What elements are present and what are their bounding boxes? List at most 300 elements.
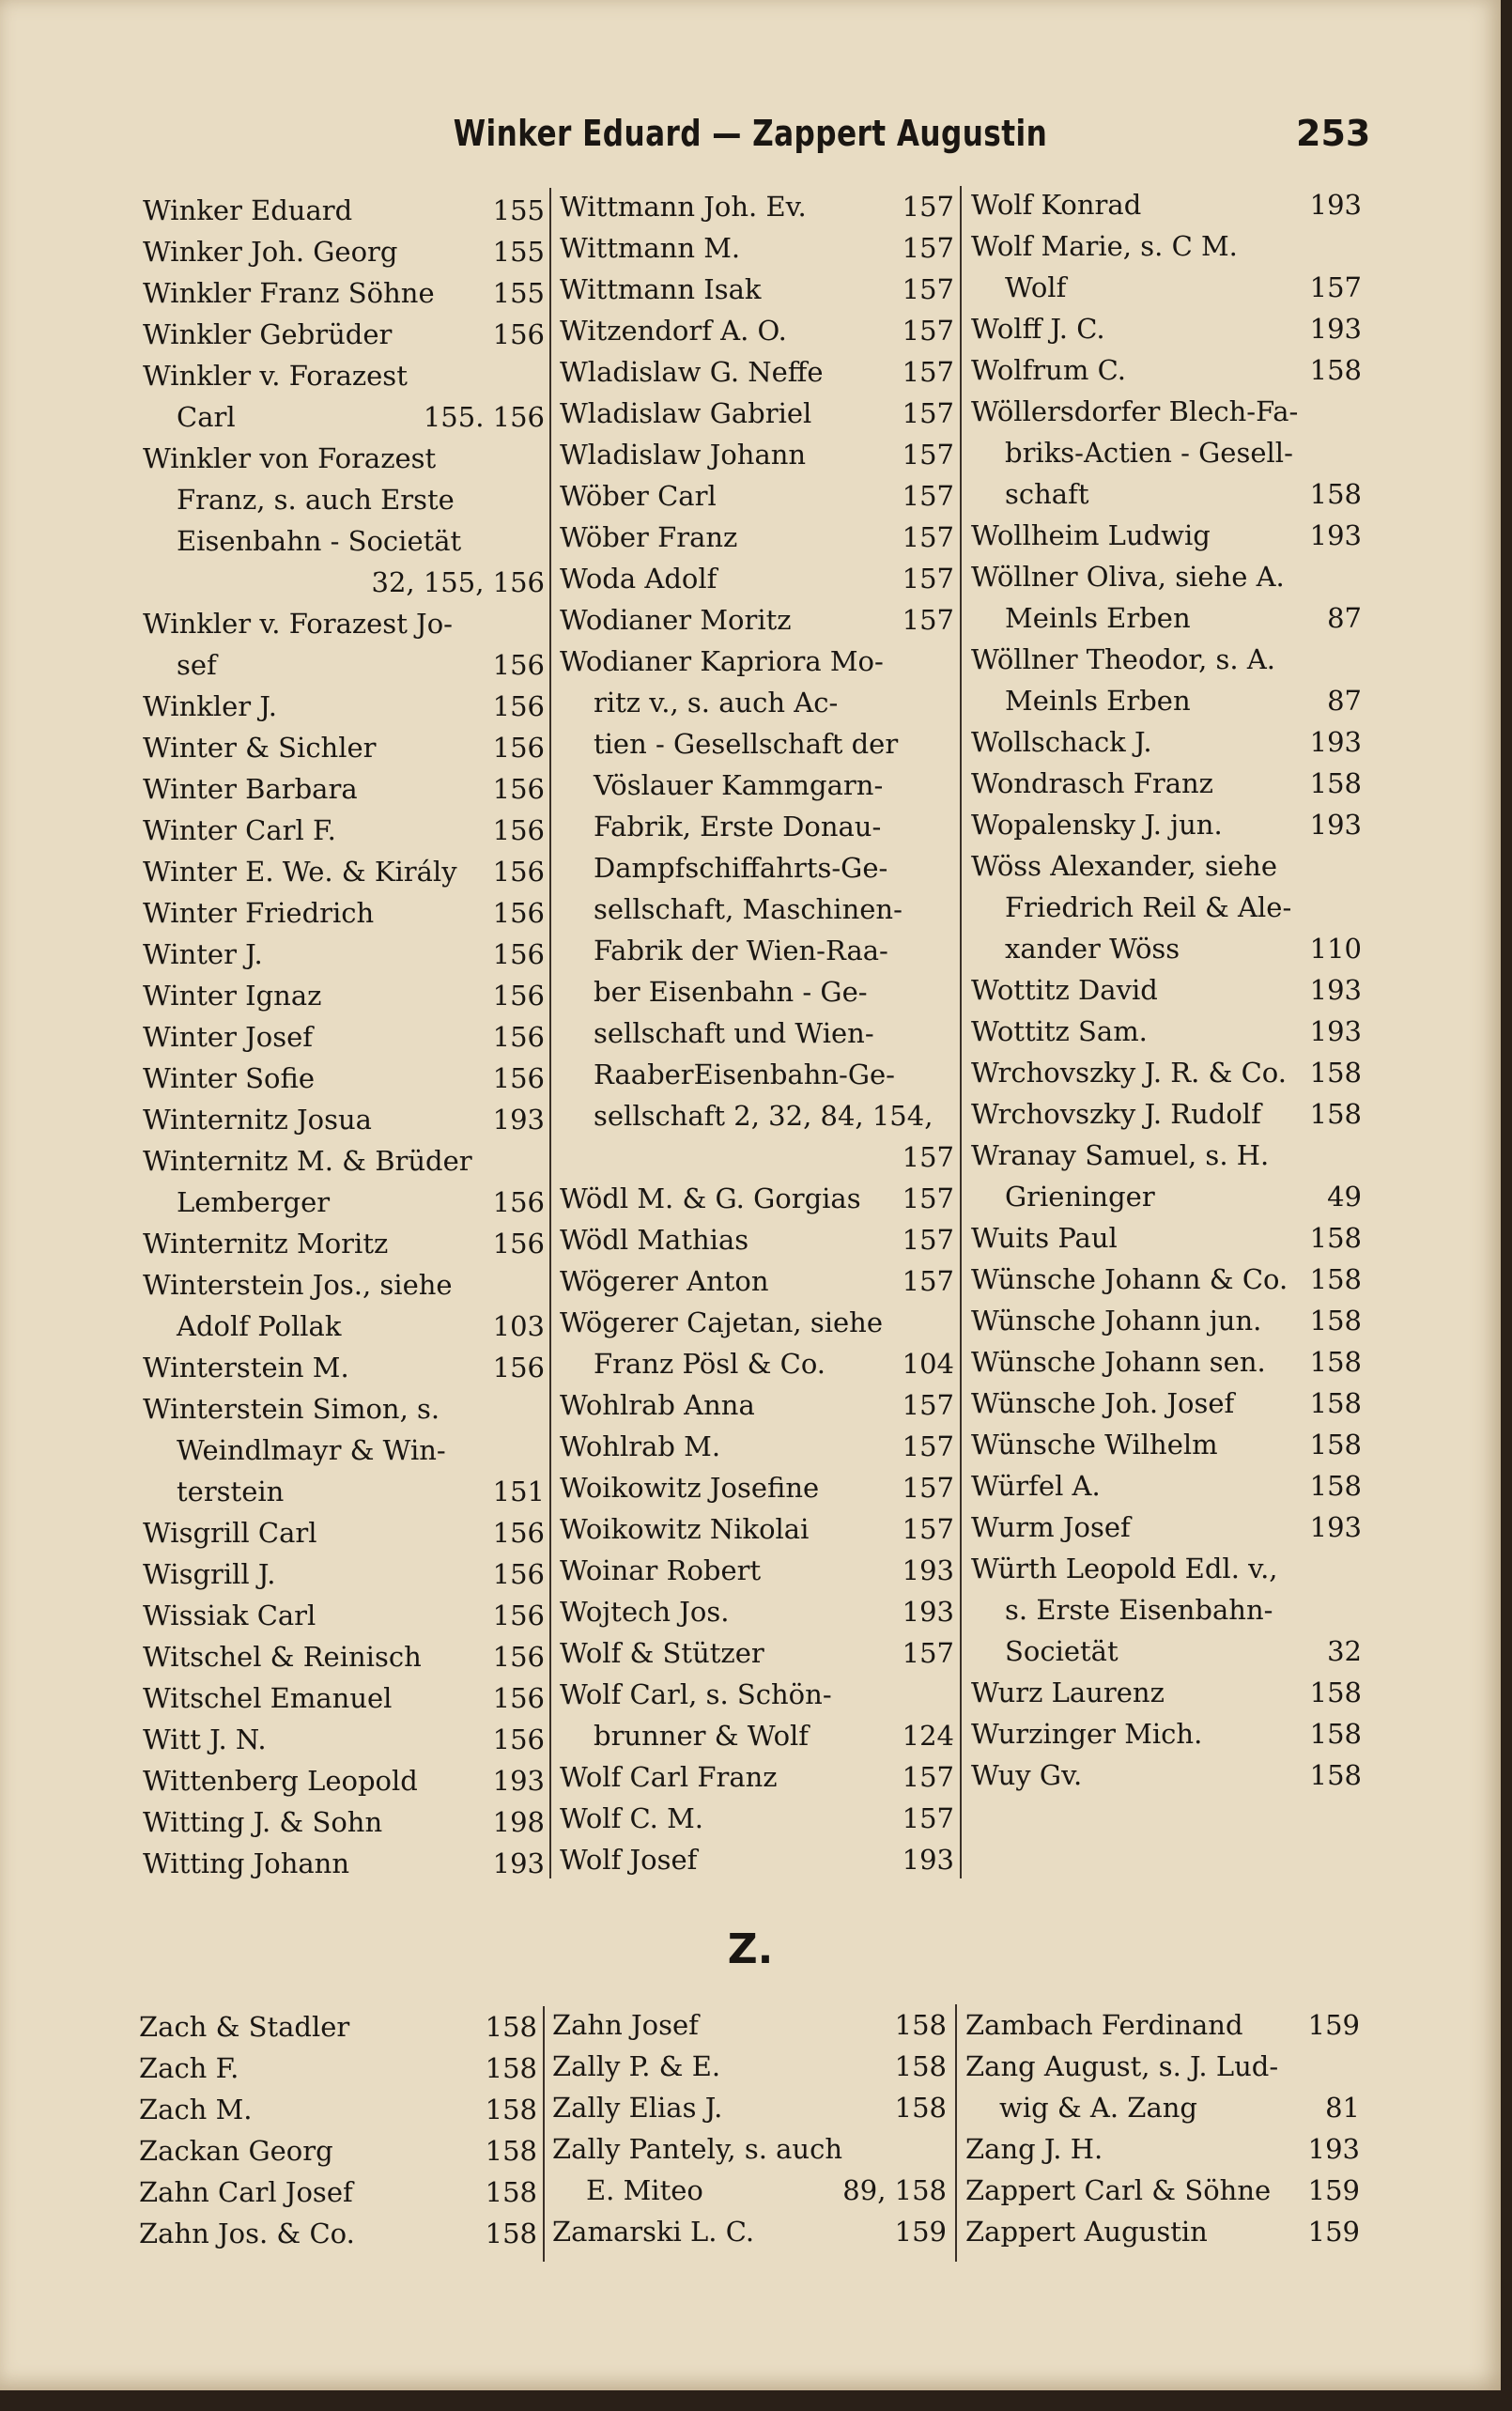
index-entry [971,391,1362,432]
entry-page-ref: 157 [902,604,954,636]
entry-name: Meinls Erben [1005,685,1191,717]
index-entry [560,351,954,393]
entry-name: Wolfrum C. [971,354,1126,386]
index-column-w-1 [143,190,545,1884]
entry-page-ref: 193 [1309,519,1362,551]
running-header [0,113,1501,169]
entry-page-ref: 157 [902,1182,954,1214]
index-entry [143,1182,545,1223]
entry-page-ref: 159 [1307,2174,1360,2206]
entry-name: terstein [177,1476,285,1507]
entry-page-ref: 193 [1309,313,1362,345]
entry-page-ref: 158 [1309,1429,1362,1461]
entry-name: Wladislaw G. Neffe [560,356,824,388]
index-entry [143,1760,545,1801]
entry-page-ref: 158 [485,2176,537,2208]
index-entry [143,1388,545,1430]
index-entry [560,1095,954,1136]
index-entry [965,2004,1360,2046]
entry-page-ref: 158 [1309,767,1362,799]
index-entry [560,186,954,227]
index-entry [971,308,1362,349]
index-entry [971,1341,1362,1383]
entry-name: Wolf Josef [560,1844,698,1876]
entry-name: Wünsche Johann jun. [971,1305,1262,1337]
entry-name: Winterstein Jos., siehe [143,1269,453,1301]
entry-page-ref: 158 [485,2218,537,2249]
entry-name: ber Eisenbahn - Ge- [594,976,868,1008]
entry-name: Winterstein Simon, s. [143,1393,440,1425]
entry-page-ref: 158 [894,2050,947,2082]
index-entry [971,1052,1362,1093]
entry-name: Winkler von Forazest [143,442,437,474]
index-entry [552,2046,947,2087]
index-entry [143,727,545,768]
index-entry [143,1636,545,1677]
entry-page-ref: 151 [492,1476,545,1507]
index-entry [971,1754,1362,1796]
entry-name: Wodianer Kapriora Mo- [560,645,884,677]
entry-page-ref: 32, 155, 156 [371,566,545,598]
index-entry [971,556,1362,597]
entry-name: Wladislaw Johann [560,439,807,471]
entry-page-ref: 158 [894,2092,947,2124]
entry-page-ref: 158 [1309,354,1362,386]
entry-page-ref: 157 [902,480,954,512]
entry-name: Dampfschiffahrts-Ge- [594,852,888,884]
entry-name: Woinar Robert [560,1554,762,1586]
entry-name: Woikowitz Josefine [560,1472,820,1504]
entry-name: Winter E. We. & Király [143,856,457,888]
entry-name: RaaberEisenbahn-Ge- [594,1059,895,1090]
entry-name: Wissiak Carl [143,1600,316,1631]
entry-name: Fabrik, Erste Donau- [594,811,882,842]
index-entry [965,2211,1360,2252]
index-entry [560,310,954,351]
entry-page-ref: 157 [902,521,954,553]
index-entry [560,1798,954,1839]
index-entry [143,479,545,520]
index-entry [560,1136,954,1178]
index-entry [560,475,954,517]
index-entry [143,603,545,644]
index-entry [560,1715,954,1756]
index-entry [560,393,954,434]
entry-page-ref: 157 [902,232,954,264]
entry-name: tien - Gesellschaft der [594,728,899,760]
entry-page-ref: 156 [492,856,545,888]
index-entry [560,806,954,847]
index-entry [143,1801,545,1843]
index-entry [143,1099,545,1140]
entry-page-ref: 158 [1309,1305,1362,1337]
entry-name: Winter Friedrich [143,897,375,929]
entry-name: Wittmann Joh. Ev. [560,191,807,223]
entry-name: Winterstein M. [143,1352,349,1383]
entry-name: Wurzinger Mich. [971,1718,1203,1750]
entry-name: Winkler Gebrüder [143,318,393,350]
index-entry [143,1347,545,1388]
index-column-w-3 [971,184,1362,1796]
index-entry [971,1093,1362,1135]
index-entry [143,644,545,686]
entry-page-ref: 157 [902,563,954,595]
entry-name: Wünsche Johann sen. [971,1346,1266,1378]
index-entry [143,1223,545,1264]
index-entry [560,1839,954,1880]
entry-name: xander Wöss [1005,933,1180,965]
index-entry [143,1264,545,1306]
index-entry [143,934,545,975]
entry-page-ref: 156 [492,1352,545,1383]
entry-page-ref: 87 [1327,685,1362,717]
entry-name: Wladislaw Gabriel [560,397,812,429]
entry-page-ref: 193 [902,1596,954,1628]
entry-name: sef [177,649,217,681]
index-entry [971,845,1362,887]
index-entry [971,1713,1362,1754]
index-entry [971,763,1362,804]
entry-name: Witzendorf A. O. [560,315,787,347]
index-entry [143,1677,545,1719]
entry-name: Zambach Ferdinand [965,2009,1243,2041]
entry-page-ref: 193 [492,1847,545,1879]
entry-page-ref: 156 [492,690,545,722]
index-entry [143,1306,545,1347]
entry-name: Winker Joh. Georg [143,236,398,268]
entry-name: Wöber Franz [560,521,738,553]
entry-page-ref: 193 [1309,809,1362,841]
entry-page-ref: 193 [492,1765,545,1797]
index-entry [560,227,954,269]
entry-name: Wöss Alexander, siehe [971,850,1277,882]
entry-name: Winternitz M. & Brüder [143,1145,472,1177]
entry-name: sellschaft, Maschinen- [594,893,903,925]
entry-page-ref: 158 [485,2094,537,2125]
entry-page-ref: 157 [902,1472,954,1504]
entry-page-ref: 157 [1309,271,1362,303]
index-entry [560,889,954,930]
page-title: Winker Eduard — Zappert Augustin [453,113,1048,154]
index-entry [552,2087,947,2128]
entry-name: Wondrasch Franz [971,767,1213,799]
entry-name: Wisgrill J. [143,1558,276,1590]
entry-name: Winkler v. Forazest [143,360,408,392]
entry-page-ref: 81 [1325,2092,1360,2124]
section-letter: Z. [727,1925,774,1973]
index-entry [971,432,1362,473]
entry-name: wig & A. Zang [999,2092,1197,2124]
entry-name: sellschaft 2, 32, 84, 154, [594,1100,933,1132]
entry-name: Wittmann Isak [560,273,762,305]
entry-page-ref: 156 [492,732,545,764]
entry-page-ref: 157 [902,273,954,305]
entry-name: Zang J. H. [965,2133,1103,2165]
index-entry [139,2089,537,2130]
entry-page-ref: 155. 156 [423,401,545,433]
index-entry [971,1672,1362,1713]
entry-page-ref: 157 [902,1513,954,1545]
entry-page-ref: 158 [1309,478,1362,510]
entry-name: sellschaft und Wien- [594,1017,874,1049]
index-entry [139,2213,537,2254]
index-entry [143,975,545,1016]
entry-page-ref: 156 [492,1558,545,1590]
entry-page-ref: 157 [902,315,954,347]
entry-page-ref: 89, 158 [842,2174,947,2206]
index-entry [143,1512,545,1553]
entry-page-ref: 32 [1327,1635,1362,1667]
index-entry [560,641,954,682]
index-entry [143,1553,545,1595]
index-entry [560,1632,954,1674]
entry-name: Witting Johann [143,1847,350,1879]
column-rule [955,2004,957,2262]
entry-name: Winter Barbara [143,773,358,805]
entry-name: Zappert Carl & Söhne [965,2174,1272,2206]
entry-name: Friedrich Reil & Ale- [1005,891,1292,923]
entry-name: Eisenbahn - Societät [177,525,462,557]
entry-name: Wolf Carl Franz [560,1761,778,1793]
index-entry [143,892,545,934]
entry-page-ref: 158 [1309,1759,1362,1791]
index-entry [965,2128,1360,2170]
entry-name: Wolf C. M. [560,1802,704,1834]
entry-name: brunner & Wolf [594,1720,810,1752]
entry-name: Wittenberg Leopold [143,1765,418,1797]
entry-page-ref: 157 [902,191,954,223]
index-entry [971,597,1362,639]
index-entry [143,851,545,892]
entry-name: Wögerer Cajetan, siehe [560,1306,883,1338]
index-entry [971,1011,1362,1052]
entry-page-ref: 156 [492,897,545,929]
index-entry [560,1426,954,1467]
entry-name: Witting J. & Sohn [143,1806,383,1838]
index-entry [560,765,954,806]
index-entry [143,355,545,396]
entry-name: Wojtech Jos. [560,1596,730,1628]
index-entry [143,1140,545,1182]
index-entry [143,520,545,562]
entry-name: Weindlmayr & Win- [177,1434,446,1466]
index-entry [560,1508,954,1550]
index-entry [143,768,545,810]
entry-page-ref: 157 [902,1802,954,1834]
index-entry [560,434,954,475]
entry-name: Wisgrill Carl [143,1517,317,1549]
entry-name: Wolf Konrad [971,189,1142,221]
index-entry [971,804,1362,845]
entry-name: Zally P. & E. [552,2050,721,2082]
index-entry [560,558,954,599]
entry-name: Winker Eduard [143,194,353,226]
index-entry [143,438,545,479]
index-entry [560,269,954,310]
index-entry [965,2046,1360,2087]
entry-page-ref: 158 [1309,1098,1362,1130]
entry-name: Societät [1005,1635,1119,1667]
entry-page-ref: 158 [1309,1346,1362,1378]
index-entry [139,2130,537,2171]
entry-name: Wrchovszky J. R. & Co. [971,1057,1287,1089]
entry-page-ref: 157 [902,1430,954,1462]
index-entry [143,190,545,231]
index-column-z-3 [965,2004,1360,2252]
entry-page-ref: 156 [492,814,545,846]
entry-page-ref: 158 [1309,1718,1362,1750]
entry-name: E. Miteo [586,2174,703,2206]
column-rule [549,188,551,1878]
index-entry [143,1843,545,1884]
index-entry [143,314,545,355]
entry-page-ref: 156 [492,980,545,1012]
index-entry [560,930,954,971]
entry-page-ref: 198 [492,1806,545,1838]
entry-page-ref: 158 [1309,1222,1362,1254]
entry-name: Zally Pantely, s. auch [552,2133,843,2165]
index-entry [143,231,545,272]
entry-page-ref: 157 [902,1265,954,1297]
index-entry [143,396,545,438]
entry-name: Winter Ignaz [143,980,322,1012]
index-entry [143,562,545,603]
entry-page-ref: 156 [492,1186,545,1218]
entry-name: Winter Carl F. [143,814,336,846]
index-entry [552,2128,947,2170]
index-entry [560,1467,954,1508]
entry-name: Winternitz Moritz [143,1228,389,1260]
index-entry [560,1756,954,1798]
entry-name: Zappert Augustin [965,2216,1208,2248]
entry-name: Woikowitz Nikolai [560,1513,810,1545]
index-entry [560,1550,954,1591]
index-entry [971,639,1362,680]
entry-page-ref: 156 [492,318,545,350]
entry-name: Meinls Erben [1005,602,1191,634]
index-entry [560,1219,954,1260]
entry-page-ref: 193 [1309,726,1362,758]
entry-page-ref: 157 [902,1637,954,1669]
entry-name: Winkler v. Forazest Jo- [143,608,453,640]
index-entry [971,1548,1362,1589]
entry-name: Wurz Laurenz [971,1677,1165,1708]
entry-page-ref: 124 [902,1720,954,1752]
entry-page-ref: 156 [492,938,545,970]
index-entry [560,1674,954,1715]
entry-name: Woda Adolf [560,563,717,595]
entry-page-ref: 158 [485,2052,537,2084]
entry-page-ref: 155 [492,236,545,268]
index-entry [971,1300,1362,1341]
entry-page-ref: 193 [902,1844,954,1876]
entry-name: Winternitz Josua [143,1104,372,1136]
entry-page-ref: 156 [492,1021,545,1053]
entry-name: Adolf Pollak [177,1310,342,1342]
entry-page-ref: 193 [1309,1511,1362,1543]
index-entry [143,1016,545,1058]
index-entry [143,1471,545,1512]
entry-name: Wödl M. & G. Gorgias [560,1182,861,1214]
entry-name: Fabrik der Wien-Raa- [594,935,888,966]
entry-name: Wödl Mathias [560,1224,749,1256]
entry-page-ref: 157 [902,397,954,429]
entry-name: Zamarski L. C. [552,2216,755,2248]
entry-page-ref: 156 [492,1600,545,1631]
entry-name: Wolf Carl, s. Schön- [560,1678,832,1710]
index-entry [560,682,954,723]
entry-name: Wöllner Oliva, siehe A. [971,561,1285,593]
index-column-z-2 [552,2004,947,2252]
index-entry [971,267,1362,308]
entry-name: Wottitz Sam. [971,1015,1148,1047]
entry-page-ref: 156 [492,773,545,805]
entry-page-ref: 193 [902,1554,954,1586]
index-entry [560,971,954,1012]
entry-page-ref: 157 [902,1761,954,1793]
index-entry [971,680,1362,721]
entry-page-ref: 156 [492,1062,545,1094]
index-column-z-1 [139,2006,537,2254]
entry-name: Wurm Josef [971,1511,1131,1543]
entry-name: ritz v., s. auch Ac- [594,687,839,719]
entry-name: Zang August, s. J. Lud- [965,2050,1279,2082]
entry-name: Wollheim Ludwig [971,519,1211,551]
index-entry [971,1135,1362,1176]
entry-name: Wrchovszky J. Rudolf [971,1098,1261,1130]
entry-name: Zach & Stadler [139,2011,350,2043]
entry-page-ref: 158 [1309,1387,1362,1419]
entry-name: Zahn Jos. & Co. [139,2218,355,2249]
entry-name: Wolf & Stützer [560,1637,764,1669]
entry-name: Witschel Emanuel [143,1682,393,1714]
entry-page-ref: 156 [492,1682,545,1714]
entry-name: Wranay Samuel, s. H. [971,1139,1270,1171]
index-entry [971,887,1362,928]
entry-name: Wöllner Theodor, s. A. [971,643,1276,675]
entry-page-ref: 193 [1309,1015,1362,1047]
entry-page-ref: 193 [1307,2133,1360,2165]
index-entry [552,2170,947,2211]
entry-name: Franz, s. auch Erste [177,484,455,516]
entry-page-ref: 157 [902,356,954,388]
index-entry [552,2211,947,2252]
entry-name: Grieninger [1005,1181,1155,1213]
index-entry [971,1589,1362,1631]
entry-page-ref: 157 [902,1224,954,1256]
entry-name: schaft [1005,478,1089,510]
entry-page-ref: 87 [1327,602,1362,634]
entry-name: Wünsche Joh. Josef [971,1387,1235,1419]
entry-name: Würfel A. [971,1470,1101,1502]
index-entry [560,1260,954,1302]
index-entry [971,969,1362,1011]
index-entry [143,810,545,851]
entry-name: Witt J. N. [143,1723,267,1755]
entry-name: Winkler J. [143,690,277,722]
entry-name: Wopalensky J. jun. [971,809,1223,841]
entry-page-ref: 104 [902,1348,954,1380]
index-entry [971,1217,1362,1259]
entry-page-ref: 157 [902,439,954,471]
entry-name: Franz Pösl & Co. [594,1348,826,1380]
entry-page-ref: 156 [492,1517,545,1549]
entry-name: briks-Actien - Gesell- [1005,437,1293,469]
index-entry [971,1424,1362,1465]
index-entry [971,1259,1362,1300]
entry-page-ref: 158 [1309,1057,1362,1089]
entry-page-ref: 159 [1307,2009,1360,2041]
